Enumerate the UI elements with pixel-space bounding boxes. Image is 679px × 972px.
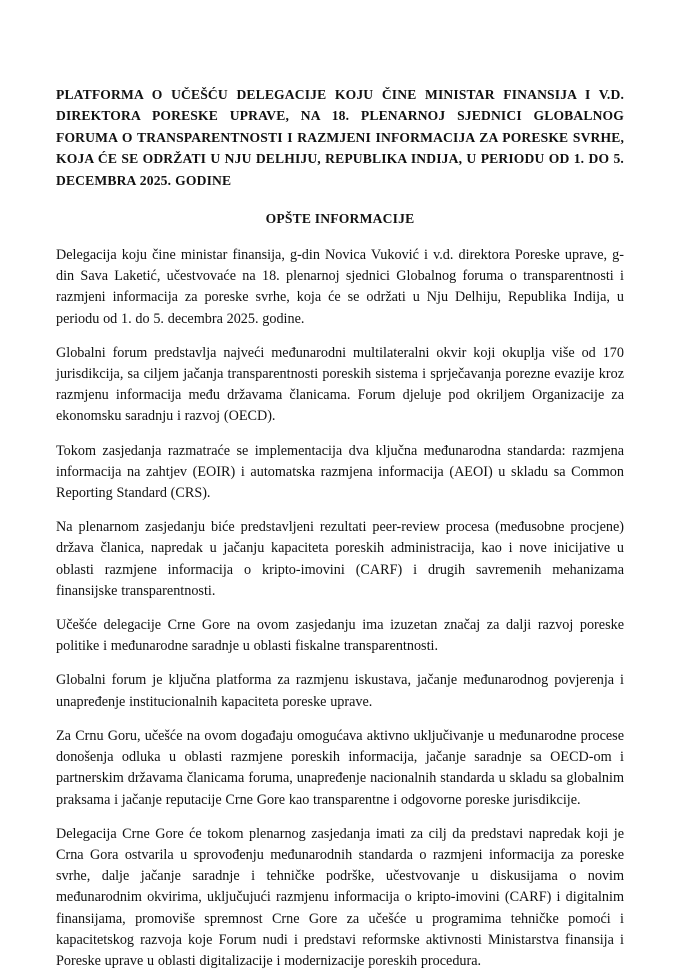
document-title: PLATFORMA O UČEŠĆU DELEGACIJE KOJU ČINE MINISTAR FINANSIJA I V.D. DIREKTORA PORESKE UPRAVE, NA 18. PLENARNOJ SJEDNICI GLOBALNOG FORUMA O TRANSPARENTNOSTI I RAZMJENI INFORMACIJA ZA PORESKE SVRHE, KOJA ĆE SE ODRŽATI U NJU DELHIJU, REPUBLIKA INDIJA, U PERIODU OD 1. DO 5. DECEMBRA 2025. GODINE [56, 87, 624, 188]
paragraph: Na plenarnom zasjedanju biće predstavljeni rezultati peer-review procesa (međusobne procjene) država članica, napredak u jačanju kapaciteta poreskih administracija, kao i nove inicijative u oblasti razmjene informacija o kripto-imovini (CARF) i drugih savremenih mehanizama finansijske transparentnosti. [56, 519, 624, 599]
paragraph: Za Crnu Goru, učešće na ovom događaju omogućava aktivno uključivanje u međunarodne procese donošenja odluka u oblasti razmjene poreskih informacija, jačanje saradnje sa OECD-om i partnerskim državama članicama foruma, unapređenje nacionalnih standarda u skladu sa globalnim praksama i jačanje reputacije Crne Gore kao transparentne i odgovorne poreske jurisdikcije. [56, 727, 624, 808]
section-heading-general-information: OPŠTE INFORMACIJE [265, 211, 415, 227]
paragraph: Delegacija Crne Gore će tokom plenarnog zasjedanja imati za cilj da predstavi napredak koji je Crna Gora ostvarila u sprovođenju međunarodnih standarda o razmjeni informacija za poreske svrhe, dalje jačanje saradnje i tehničke podrške, učestvovanje u diskusijama o novim međunarodnim okvirima, uključujući razmjenu informacija o kripto-imovini (CARF) i digitalnim finansijama, promoviše spremnost Crne Gore za učešće u programima tehničke pomoći i kapacitetskog razvoja koje Forum nudi i predstavi reformske aktivnosti Ministarstva finansija i Poreske uprave u oblasti digitalizacije i modernizacije poreskih procedura. [56, 825, 624, 969]
paragraph: Globalni forum je ključna platforma za razmjenu iskustava, jačanje međunarodnog povjerenja i unapređenje institucionalnih kapaciteta poreske uprave. [56, 672, 624, 710]
paragraph: Delegacija koju čine ministar finansija, g-din Novica Vuković i v.d. direktora Poreske uprave, g-din Sava Laketić, učestvovaće na 18. plenarnoj sjednici Globalnog foruma o transparentnosti i razmjeni informacija za poreske svrhe, koja će se održati u Nju Delhiju, Republika Indija, u periodu od 1. do 5. decembra 2025. godine. [56, 247, 624, 327]
paragraph: Učešće delegacije Crne Gore na ovom zasjedanju ima izuzetan značaj za dalji razvoj poreske politike i međunarodne saradnje u oblasti fiskalne transparentnosti. [56, 617, 624, 655]
paragraph: Tokom zasjedanja razmatraće se implementacija dva ključna međunarodna standarda: razmjena informacija na zahtjev (EOIR) i automatska razmjena informacija (AEOI) u skladu sa Common Reporting Standard (CRS). [56, 442, 624, 502]
document-body [56, 245, 624, 972]
paragraph: Globalni forum predstavlja najveći međunarodni multilateralni okvir koji okuplja više od 170 jurisdikcija, sa ciljem jačanja transparentnosti poreskih sistema i sprječavanja porezne evazije kroz razmjenu informacija među državama članicama. Forum djeluje pod okriljem Organizacije za ekonomsku saradnju i razvoj (OECD). [56, 344, 624, 425]
